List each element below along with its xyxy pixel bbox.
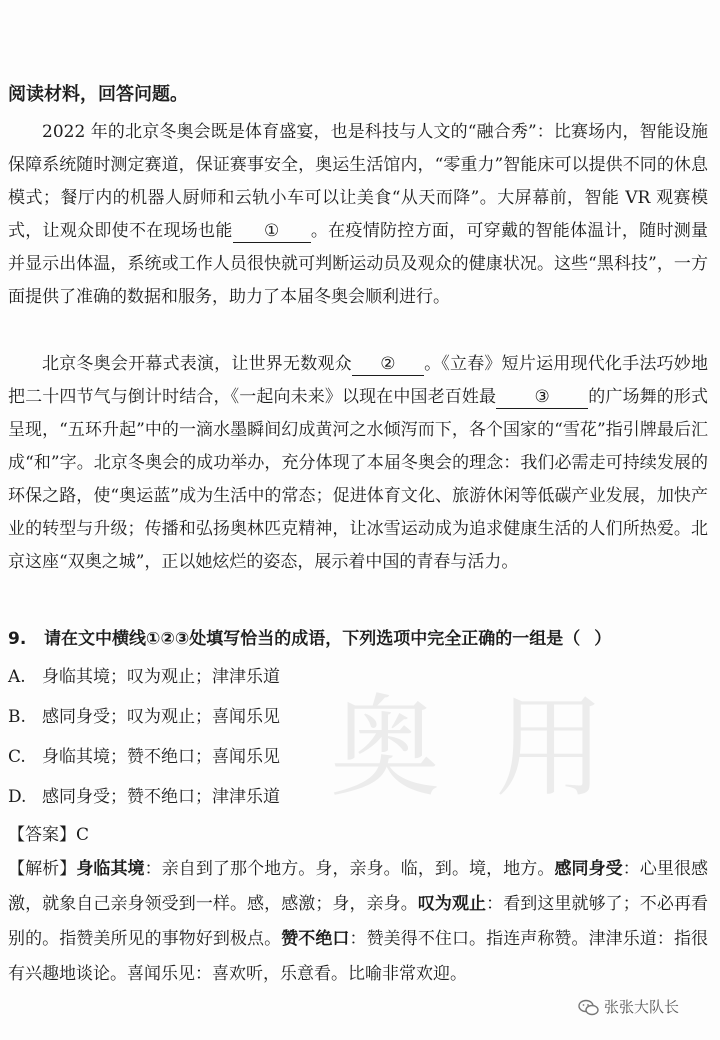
blank-1: ① <box>233 220 311 243</box>
para1-text-a: 2022 年的北京冬奥会既是体育盛宴，也是科技与人文的“融合秀”：比赛场内，智能设施保障系统随时测定赛道，保证赛事安全，奥运生活馆内，“零重力”智能床可以提供不同的休息模式；餐厅内的机器人厨师和云轨小车可以让美食“从天而降”。大屏幕前，智能 VR 观赛模式，让观众即使不在现场也能 <box>8 122 708 241</box>
option-d <box>8 782 280 807</box>
question-number: 9. <box>8 629 27 649</box>
passage-paragraph-2 <box>8 348 708 579</box>
option-c <box>8 742 280 767</box>
question-9 <box>8 624 708 649</box>
blank-3: ③ <box>496 386 588 409</box>
section-heading: 阅读材料，回答问题。 <box>8 84 188 105</box>
option-text: 身临其境；赞不绝口；喜闻乐见 <box>42 747 280 767</box>
option-letter: C. <box>8 747 26 767</box>
option-text: 身临其境；叹为观止；津津乐道 <box>42 667 280 687</box>
analysis-term-3: 叹为观止 <box>417 894 487 914</box>
option-text: 感同身受；赞不绝口；津津乐道 <box>42 787 280 807</box>
para2-text-a: 北京冬奥会开幕式表演，让世界无数观众 <box>42 354 352 374</box>
analysis-def-2: ：心里很感激，就象自己亲身领受到一样。感，感激；身，亲身。 <box>8 859 709 914</box>
para1-text-b: 。在疫情防控方面，可穿戴的智能体温计，随时测量并显示出体温，系统或工作人员很快就可判断运动员及观众的健康状况。这些“黑科技”，一方面提供了准确的数据和服务，助力了本届冬奥会顺利进行。 <box>8 221 709 307</box>
para2-text-b: 。《立春》短片运用现代化手法巧妙地把二十四节气与倒计时结合，《一起向未来》以现在中国老百姓最 <box>8 354 709 407</box>
option-letter: B. <box>8 707 26 727</box>
question-close-paren: ） <box>594 629 612 649</box>
option-text: 感同身受；叹为观止；喜闻乐见 <box>42 707 280 727</box>
answer-value: C <box>76 825 90 845</box>
analysis-label: 【解析】 <box>8 859 77 879</box>
passage-paragraph-1 <box>8 116 708 314</box>
option-b <box>8 702 280 727</box>
account-watermark <box>578 996 679 1017</box>
analysis-def-1: ：亲自到了那个地方。身，亲身。临，到。境，地方。 <box>144 859 555 879</box>
analysis-term-4: 赞不绝口 <box>281 929 350 949</box>
analysis-block <box>8 852 708 992</box>
analysis-term-1: 身临其境 <box>76 859 145 879</box>
option-letter: D. <box>8 787 27 807</box>
para2-text-c: 的广场舞的形式呈现，“五环升起”中的一滴水墨瞬间幻成黄河之水倾泻而下，各个国家的“雪花”指引牌最后汇成“和”字。北京冬奥会的成功举办，充分体现了本届冬奥会的理念：我们必需走可持续发展的环保之路，使“奥运蓝”成为生活中的常态；促进体育文化、旅游休闲等低碳产业发展，加快产业的转型与升级；传播和弘扬奥林匹克精神，让冰雪运动成为追求健康生活的人们所热爱。北京这座“双奥之城”，正以她炫烂的姿态，展示着中国的青春与活力。 <box>8 387 708 572</box>
analysis-def-4: ：赞美得不住口。指连声称赞。津津乐道：指很有兴趣地谈论。喜闻乐见：喜欢听，乐意看。比喻非常欢迎。 <box>8 929 709 984</box>
blank-2: ② <box>352 353 424 376</box>
option-letter: A. <box>8 667 26 687</box>
analysis-def-3: ：看到这里就够了；不必再看别的。指赞美所见的事物好到极点。 <box>8 894 709 949</box>
account-name: 张张大队长 <box>604 998 680 1016</box>
answer-line <box>8 820 89 845</box>
analysis-term-2: 感同身受 <box>554 859 623 879</box>
option-a <box>8 662 280 687</box>
question-text: 请在文中横线①②③处填写恰当的成语，下列选项中完全正确的一组是（ <box>44 629 581 649</box>
answer-label: 【答案】 <box>8 825 76 845</box>
background-watermark: 奥 用 <box>330 684 615 812</box>
wechat-icon <box>578 999 600 1017</box>
